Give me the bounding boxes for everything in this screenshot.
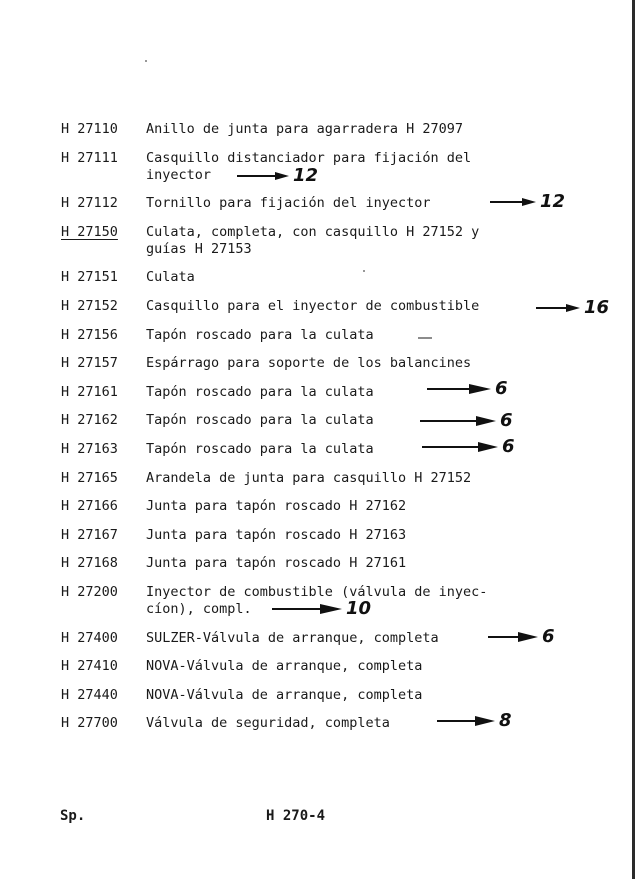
note-number: 16 (584, 296, 610, 318)
part-code: H 27166 (61, 498, 118, 515)
part-description: Anillo de junta para agarradera H 27097 (146, 121, 463, 137)
part-row (61, 435, 621, 458)
dash-mark (418, 333, 438, 341)
part-row (61, 584, 621, 618)
part-description: Tornillo para fijación del inyector (146, 195, 431, 212)
part-row (61, 327, 621, 344)
handwritten-note (237, 164, 319, 186)
handwritten-note (488, 625, 555, 647)
note-number: 6 (500, 410, 513, 432)
part-row (61, 296, 621, 318)
arrow-icon (490, 197, 536, 207)
part-code: H 27168 (61, 555, 118, 572)
note-number: 8 (499, 710, 512, 732)
part-description: Culata, completa, con casquillo H 27152 y guías H 27153 (146, 223, 480, 257)
note-number: 12 (293, 164, 319, 186)
part-code: H 27163 (61, 440, 118, 457)
handwritten-note (272, 597, 372, 619)
part-row (61, 150, 621, 184)
part-description: Válvula de seguridad, completa (146, 715, 390, 732)
part-description: Tapón roscado para la culata (146, 326, 374, 343)
part-description: Tapón roscado para la culata (146, 440, 374, 457)
arrow-icon (422, 441, 498, 453)
arrow-icon (488, 631, 538, 643)
part-row (61, 710, 621, 732)
arrow-icon (272, 603, 342, 615)
handwritten-note (536, 296, 610, 318)
arrow-icon (237, 171, 289, 181)
part-code: H 27152 (61, 297, 118, 314)
pencil-mark (418, 333, 442, 341)
part-description: Junta para tapón roscado H 27162 (146, 498, 407, 515)
part-row (61, 527, 621, 544)
part-row (61, 355, 621, 372)
note-number: 6 (502, 435, 515, 457)
part-row (61, 377, 621, 401)
scan-speck (145, 60, 147, 62)
part-code: H 27151 (61, 269, 118, 286)
part-description: Arandela de junta para casquillo H 27152 (146, 469, 472, 486)
note-number: 12 (540, 191, 566, 213)
handwritten-note (437, 712, 512, 730)
part-row (61, 555, 621, 572)
part-description: Tapón roscado para la culata (146, 412, 374, 429)
part-description: Espárrago para soporte de los balancines (146, 355, 472, 372)
part-row (61, 687, 621, 704)
note-number: 10 (346, 597, 372, 619)
part-code: H 27167 (61, 526, 118, 543)
handwritten-note (427, 377, 508, 399)
arrow-icon (437, 715, 495, 727)
footer-page-number: H 270-4 (266, 808, 326, 824)
part-description: Culata (146, 269, 195, 286)
part-code: H 27700 (61, 715, 118, 732)
part-description: Inyector de combustible (válvula de inyec- cíon), compl. (146, 583, 488, 617)
part-code: H 27400 (61, 629, 118, 646)
part-code: H 27156 (61, 326, 118, 343)
part-code: H 27410 (61, 658, 118, 675)
part-row (61, 410, 621, 432)
part-description: Tapón roscado para la culata (146, 383, 374, 400)
part-code: H 27111 (61, 149, 118, 166)
part-code: H 27200 (61, 583, 118, 600)
part-row (61, 658, 621, 675)
part-description: Casquillo distanciador para fijación del inyector (146, 149, 472, 183)
note-number: 6 (495, 377, 508, 399)
part-description: SULZER-Válvula de arranque, completa (146, 629, 439, 646)
arrow-icon (427, 383, 491, 395)
part-description: Junta para tapón roscado H 27161 (146, 555, 407, 572)
part-row (61, 498, 621, 515)
part-code: H 27157 (61, 355, 118, 372)
part-code: H 27110 (61, 121, 118, 137)
part-code: H 27165 (61, 469, 118, 486)
part-code: H 27161 (61, 383, 118, 400)
part-description: Casquillo para el inyector de combustible (146, 297, 480, 314)
part-code: H 27150 (61, 223, 118, 240)
arrow-icon (420, 415, 496, 427)
part-description: NOVA-Válvula de arranque, completa (146, 658, 423, 675)
part-row (61, 121, 621, 138)
parts-list (61, 121, 621, 744)
note-number: 6 (542, 625, 555, 647)
handwritten-note (490, 193, 565, 211)
footer-language: Sp. (60, 808, 86, 824)
part-row (61, 191, 621, 213)
handwritten-note (420, 412, 513, 430)
part-code: H 27162 (61, 412, 118, 429)
part-description: NOVA-Válvula de arranque, completa (146, 686, 423, 703)
arrow-icon (536, 303, 580, 313)
part-row (61, 269, 621, 286)
part-row (61, 470, 621, 487)
part-code: H 27440 (61, 686, 118, 703)
part-row (61, 224, 621, 258)
part-description: Junta para tapón roscado H 27163 (146, 526, 407, 543)
part-code: H 27112 (61, 195, 118, 212)
handwritten-note (422, 435, 515, 457)
part-row (61, 625, 621, 647)
